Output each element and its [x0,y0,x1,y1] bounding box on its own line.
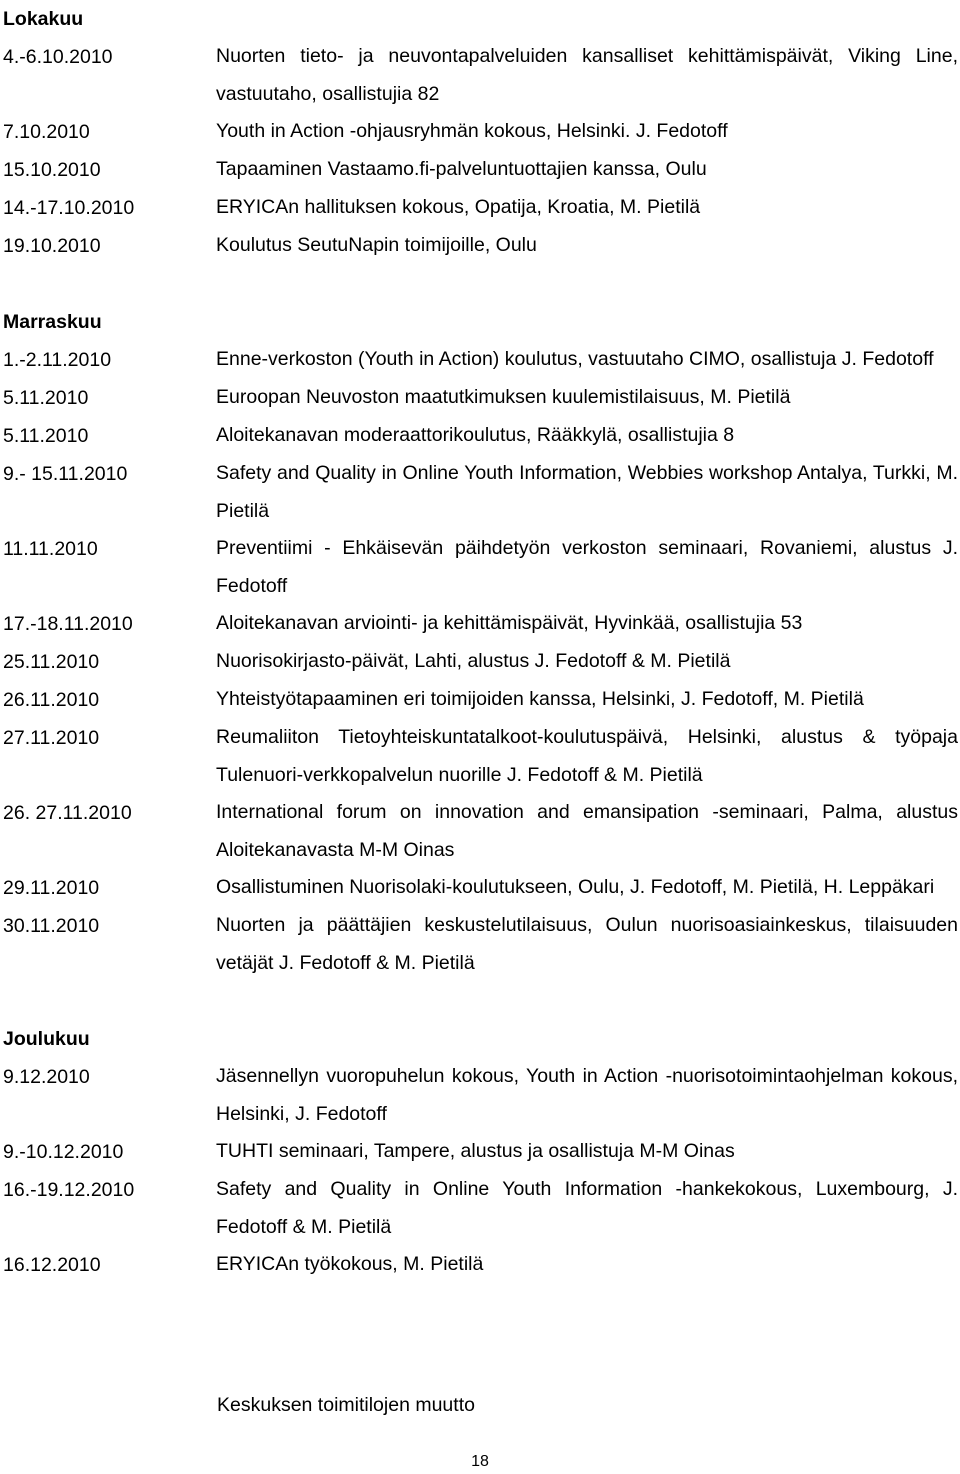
event-description: Safety and Quality in Online Youth Information, Webbies workshop Antalya, Turkki, M. Pietilä [216,462,958,522]
section-heading: Joulukuu [3,1028,90,1050]
event-entry [3,907,960,982]
event-description: Youth in Action -ohjausryhmän kokous, Helsinki. J. Fedotoff [216,120,728,142]
event-entry [3,530,960,605]
event-description: Nuorten ja päättäjien keskustelutilaisuus, Oulun nuorisoasiainkeskus, tilaisuuden vetäjät J. Fedotoff & M. Pietilä [216,914,958,974]
event-date: 15.10.2010 [3,159,101,181]
event-description: Aloitekanavan moderaattorikoulutus, Rääkkylä, osallistujia 8 [216,424,735,446]
event-entry [3,189,960,227]
event-description: Nuorten tieto- ja neuvontapalveluiden kansalliset kehittämispäivät, Viking Line, vastuutaho, osallistujia 82 [216,45,958,105]
event-description: Jäsennellyn vuoropuhelun kokous, Youth in Action -nuorisotoimintaohjelman kokous, Helsinki, J. Fedotoff [216,1065,958,1125]
event-description: Nuorisokirjasto-päivät, Lahti, alustus J. Fedotoff & M. Pietilä [216,650,731,672]
event-date: 4.-6.10.2010 [3,46,113,68]
event-entry [3,605,960,643]
event-date: 19.10.2010 [3,235,101,257]
event-description: Yhteistyötapaaminen eri toimijoiden kanssa, Helsinki, J. Fedotoff, M. Pietilä [216,688,864,710]
event-description: Tapaaminen Vastaamo.fi-palveluntuottajien kanssa, Oulu [216,158,707,180]
event-date: 1.-2.11.2010 [3,349,112,371]
event-entry [3,869,960,907]
event-entry [3,794,960,869]
section-joulukuu [3,1020,960,1284]
document-body [3,0,960,1284]
event-entry [3,1058,960,1133]
page-number: 18 [471,1453,489,1470]
event-date: 29.11.2010 [3,877,100,899]
event-entry [3,719,960,794]
event-date: 16.-19.12.2010 [3,1179,135,1201]
event-entry [3,151,960,189]
event-date: 30.11.2010 [3,915,100,937]
event-entry [3,1171,960,1246]
section-heading: Marraskuu [3,311,102,333]
note-text: Keskuksen toimitilojen muutto [217,1394,475,1416]
event-description: Preventiimi - Ehkäisevän päihdetyön verkoston seminaari, Rovaniemi, alustus J. Fedotoff [216,537,958,597]
event-description: TUHTI seminaari, Tampere, alustus ja osallistuja M-M Oinas [216,1140,735,1162]
event-description: International forum on innovation and emansipation -seminaari, Palma, alustus Aloitekanavasta M-M Oinas [216,801,958,861]
event-description: Osallistuminen Nuorisolaki-koulutukseen, Oulu, J. Fedotoff, M. Pietilä, H. Leppäkari [216,876,935,898]
event-date: 17.-18.11.2010 [3,613,133,635]
event-entry [3,38,960,113]
event-date: 5.11.2010 [3,425,89,447]
section-marraskuu [3,303,960,982]
event-date: 14.-17.10.2010 [3,197,135,219]
event-entry [3,113,960,151]
event-date: 16.12.2010 [3,1254,101,1276]
event-date: 9.- 15.11.2010 [3,463,128,485]
event-date: 9.-10.12.2010 [3,1141,124,1163]
event-date: 25.11.2010 [3,651,100,673]
section-heading: Lokakuu [3,8,84,30]
event-description: ERYICAn hallituksen kokous, Opatija, Kroatia, M. Pietilä [216,196,701,218]
event-date: 26.11.2010 [3,689,100,711]
section-gap [3,265,960,303]
event-date: 5.11.2010 [3,387,89,409]
section-gap [3,982,960,1020]
event-entry [3,1246,960,1284]
event-entry [3,227,960,265]
event-description: Koulutus SeutuNapin toimijoille, Oulu [216,234,537,256]
event-entry [3,417,960,455]
event-description: Safety and Quality in Online Youth Information -hankekokous, Luxembourg, J. Fedotoff & M. Pietilä [216,1178,958,1238]
event-date: 9.12.2010 [3,1066,90,1088]
event-entry [3,455,960,530]
section-lokakuu [3,0,960,265]
event-date: 27.11.2010 [3,727,100,749]
event-description: ERYICAn työkokous, M. Pietilä [216,1253,484,1275]
event-description: Enne-verkoston (Youth in Action) koulutus, vastuutaho CIMO, osallistuja J. Fedotoff [216,348,934,370]
event-description: Reumaliiton Tietoyhteiskuntatalkoot-koulutuspäivä, Helsinki, alustus & työpaja Tulenuori-verkkopalvelun nuorille J. Fedotoff & M. Pietilä [216,726,958,786]
event-entry [3,379,960,417]
event-date: 11.11.2010 [3,538,98,560]
event-description: Aloitekanavan arviointi- ja kehittämispäivät, Hyvinkää, osallistujia 53 [216,612,803,634]
event-entry [3,1133,960,1171]
event-entry [3,681,960,719]
event-date: 7.10.2010 [3,121,90,143]
event-date: 26. 27.11.2010 [3,802,132,824]
event-entry [3,643,960,681]
event-entry [3,341,960,379]
event-description: Euroopan Neuvoston maatutkimuksen kuulemistilaisuus, M. Pietilä [216,386,791,408]
